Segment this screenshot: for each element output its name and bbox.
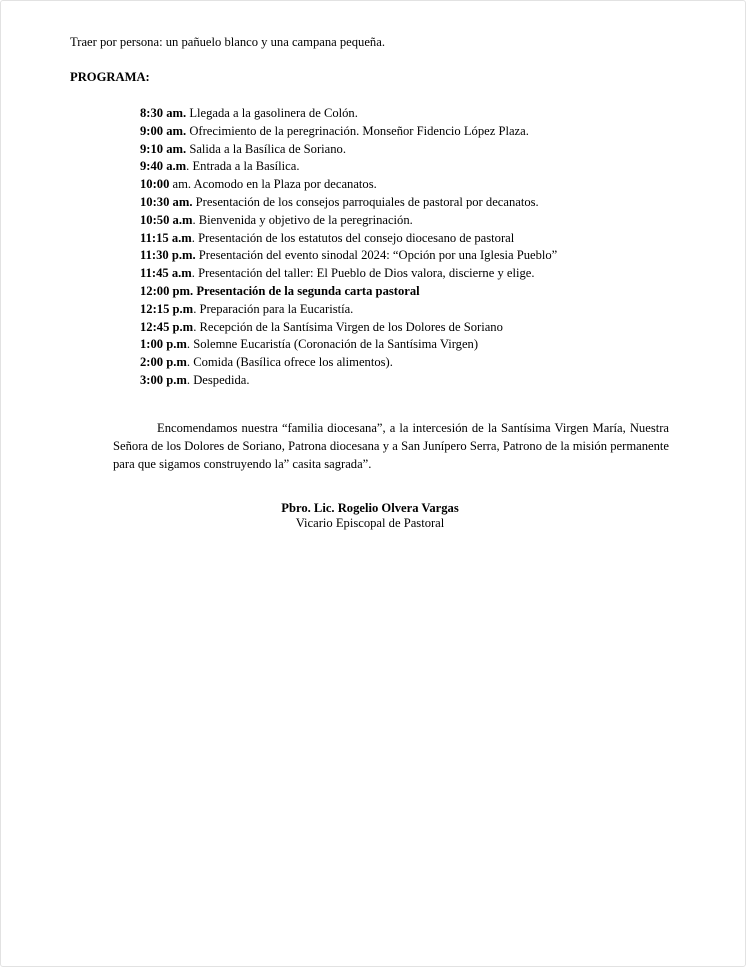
schedule-time: 12:00 pm. — [140, 283, 194, 298]
signature-name: Pbro. Lic. Rogelio Olvera Vargas — [281, 501, 459, 515]
schedule-sep: . — [186, 159, 193, 174]
schedule-item — [140, 141, 557, 159]
schedule-item — [140, 105, 557, 123]
schedule-time: 1:00 p.m — [140, 337, 187, 352]
signature-role: Vicario Episcopal de Pastoral — [295, 516, 445, 530]
schedule-desc: Preparación para la Eucaristía. — [199, 301, 354, 316]
schedule-sep: . — [191, 266, 199, 281]
schedule-desc: Ofrecimiento de la peregrinación. Monseñor Fidencio López Plaza. — [189, 123, 529, 138]
schedule-sep: am. — [169, 177, 194, 192]
schedule-time: 12:15 p.m — [140, 301, 194, 316]
schedule-desc: Presentación de los consejos parroquiales de pastoral por decanatos. — [195, 194, 539, 209]
schedule-desc: Solemne Eucaristía (Coronación de la Santísima Virgen) — [193, 337, 479, 352]
schedule-sep: . — [186, 372, 194, 387]
schedule-desc: Llegada a la gasolinera de Colón. — [189, 106, 358, 120]
intro-text: Traer por persona: un pañuelo blanco y una campana pequeña. — [70, 35, 385, 49]
schedule-desc: Bienvenida y objetivo de la peregrinación. — [198, 212, 413, 227]
schedule-item — [140, 265, 557, 283]
schedule-item — [140, 319, 557, 337]
schedule-sep: . — [193, 301, 200, 316]
schedule-item — [140, 372, 557, 390]
schedule-time: 10:30 am. — [140, 194, 193, 209]
schedule-time: 9:40 a.m — [140, 159, 187, 174]
schedule-desc: Recepción de la Santísima Virgen de los Dolores de Soriano — [199, 319, 503, 334]
schedule-desc: Presentación de la segunda carta pastoral — [196, 283, 420, 298]
schedule-desc: Presentación del taller: El Pueblo de Dios valora, discierne y elige. — [198, 266, 535, 281]
schedule-time: 8:30 am. — [140, 106, 187, 120]
schedule-sep: . — [186, 355, 194, 370]
schedule-sep: . — [191, 230, 199, 245]
schedule-sep: . — [186, 337, 194, 352]
closing-paragraph: Encomendamos nuestra “familia diocesana”, a la intercesión de la Santísima Virgen María, Nuestra Señora de los Dolores de Soriano, Patrona diocesana y a San Junípero Serra, Patrono de la misión permanente para que sigamos construyendo la” casita sagrada”. — [113, 421, 669, 471]
schedule-desc: Despedida. — [193, 372, 250, 387]
schedule-item — [140, 336, 557, 354]
schedule-time: 10:50 a.m — [140, 212, 193, 227]
schedule-time: 10:00 — [140, 177, 170, 192]
schedule-item — [140, 194, 557, 212]
program-heading: PROGRAMA: — [70, 70, 150, 84]
schedule-desc: Acomodo en la Plaza por decanatos. — [193, 177, 377, 192]
schedule-item — [140, 158, 557, 176]
schedule-item — [140, 123, 557, 141]
schedule-item — [140, 283, 557, 301]
schedule-time: 11:15 a.m — [140, 230, 192, 245]
schedule-item — [140, 176, 557, 194]
schedule-desc: Entrada a la Basílica. — [192, 159, 300, 174]
schedule-item — [140, 354, 557, 372]
schedule-desc: Presentación del evento sinodal 2024: “Opción por una Iglesia Pueblo” — [198, 248, 558, 263]
schedule-desc: Comida (Basílica ofrece los alimentos). — [193, 355, 393, 370]
schedule-item — [140, 230, 557, 248]
schedule-desc: Salida a la Basílica de Soriano. — [189, 141, 347, 156]
schedule-time: 11:45 a.m — [140, 266, 192, 281]
schedule-desc: Presentación de los estatutos del consejo diocesano de pastoral — [198, 230, 515, 245]
schedule-time: 9:00 am. — [140, 123, 187, 138]
schedule-item — [140, 247, 557, 265]
schedule-item — [140, 301, 557, 319]
schedule-time: 3:00 p.m — [140, 372, 187, 387]
schedule-sep: . — [192, 212, 199, 227]
schedule-sep: . — [193, 319, 200, 334]
schedule-time: 9:10 am. — [140, 141, 187, 156]
schedule-time: 2:00 p.m — [140, 355, 187, 370]
schedule-item — [140, 212, 557, 230]
schedule-time: 12:45 p.m — [140, 319, 194, 334]
schedule-list — [140, 105, 557, 390]
schedule-time: 11:30 p.m. — [140, 248, 196, 263]
